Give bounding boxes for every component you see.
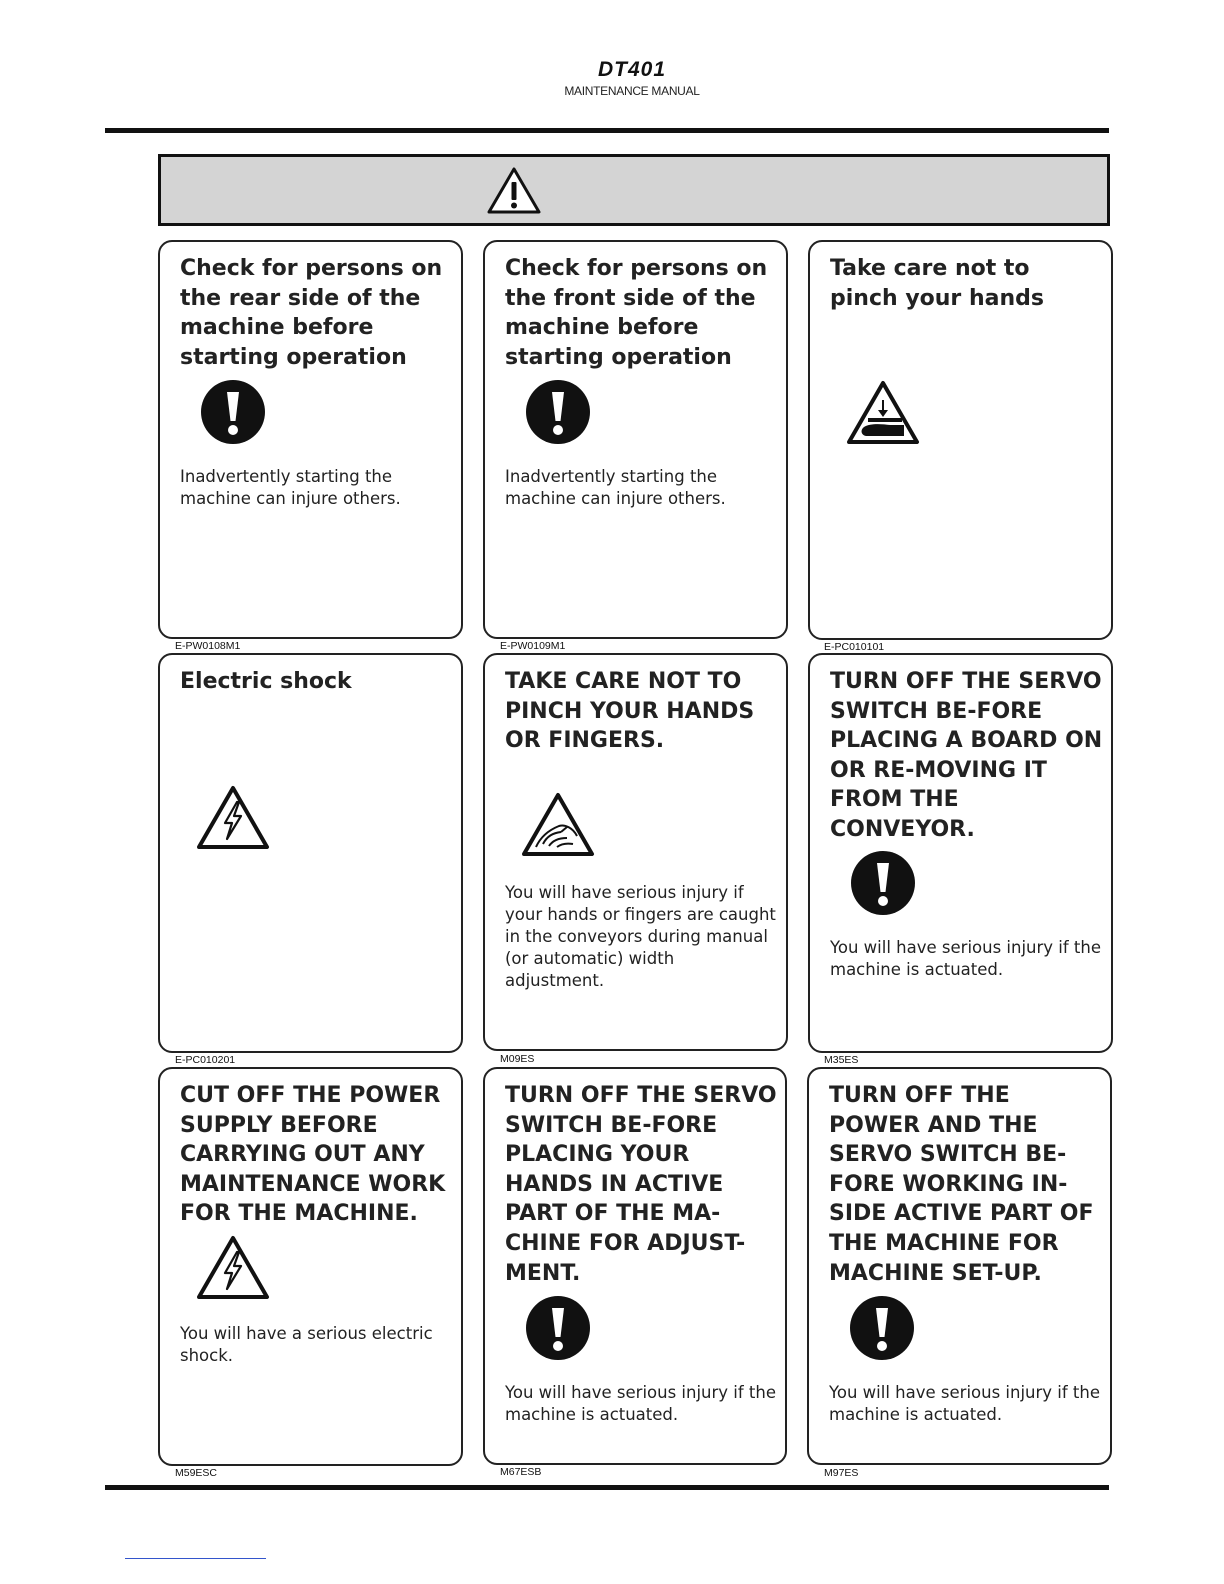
hand-pinch-warning-icon xyxy=(521,792,595,858)
safety-label-card xyxy=(808,240,1113,640)
label-code: E-PW0108M1 xyxy=(175,640,241,652)
safety-label-title: TURN OFF THE SERVO SWITCH BE-FORE PLACING A BOARD ON OR RE-MOVING IT FROM THE CONVEYOR. xyxy=(830,669,1103,842)
label-code: M67ESB xyxy=(500,1466,542,1478)
warning-banner xyxy=(158,154,1110,226)
label-code: M09ES xyxy=(500,1053,535,1065)
safety-label-text: You will have serious injury if the machine is actuated. xyxy=(829,1383,1101,1425)
safety-label-card xyxy=(158,240,463,639)
safety-label-card xyxy=(158,1067,463,1466)
mandatory-exclamation-icon xyxy=(850,1296,914,1360)
label-code: M59ESC xyxy=(175,1467,218,1479)
safety-label-card xyxy=(807,1067,1112,1465)
safety-label-title: TAKE CARE NOT TO PINCH YOUR HANDS OR FINGERS. xyxy=(505,669,755,754)
safety-label-card xyxy=(483,653,788,1051)
safety-label-title: Check for persons on the front side of the machine before starting operation xyxy=(505,256,768,371)
safety-label-card xyxy=(808,653,1113,1053)
header-divider xyxy=(105,128,1109,133)
safety-label-text: Inadvertently starting the machine can injure others. xyxy=(180,466,401,508)
electric-shock-warning-icon xyxy=(196,1235,270,1301)
safety-label-card xyxy=(483,1067,787,1465)
safety-label-card xyxy=(158,653,463,1053)
label-code: M35ES xyxy=(824,1054,859,1066)
warning-triangle-icon xyxy=(486,166,542,216)
safety-label-text: You will have a serious electric shock. xyxy=(180,1323,433,1365)
footer-divider xyxy=(105,1485,1109,1490)
safety-label-card xyxy=(483,240,788,639)
safety-label-text: Inadvertently starting the machine can injure others. xyxy=(505,466,726,508)
manual-model-title: DT401 xyxy=(597,58,667,81)
footer-link-underline xyxy=(125,1558,266,1559)
label-code: E-PC010101 xyxy=(824,641,885,653)
safety-label-title: CUT OFF THE POWER SUPPLY BEFORE CARRYING OUT ANY MAINTENANCE WORK FOR THE MACHINE. xyxy=(180,1083,446,1227)
safety-label-title: TURN OFF THE SERVO SWITCH BE-FORE PLACING YOUR HANDS IN ACTIVE PART OF THE MA-CHINE FOR ADJUST-MENT. xyxy=(505,1083,777,1286)
safety-label-title: Electric shock xyxy=(180,669,352,694)
hand-crush-warning-icon xyxy=(846,380,920,446)
label-code: M97ES xyxy=(824,1467,859,1479)
label-code: E-PW0109M1 xyxy=(500,640,566,652)
safety-label-text: You will have serious injury if your hands or fingers are caught in the conveyors during manual (or automatic) width adjustment. xyxy=(505,882,776,990)
mandatory-exclamation-icon xyxy=(201,380,265,444)
safety-label-title: Check for persons on the rear side of the machine before starting operation xyxy=(180,256,443,371)
safety-label-title: Take care not to pinch your hands xyxy=(830,256,1044,311)
safety-label-text: You will have serious injury if the machine is actuated. xyxy=(505,1383,777,1425)
electric-shock-warning-icon xyxy=(196,785,270,851)
mandatory-exclamation-icon xyxy=(526,1296,590,1360)
label-code: E-PC010201 xyxy=(175,1054,236,1066)
mandatory-exclamation-icon xyxy=(526,380,590,444)
safety-label-text: You will have serious injury if the machine is actuated. xyxy=(830,937,1102,979)
safety-label-title: TURN OFF THE POWER AND THE SERVO SWITCH BE-FORE WORKING IN-SIDE ACTIVE PART OF THE MACHINE FOR MACHINE SET-UP. xyxy=(829,1083,1094,1286)
manual-subtitle: MAINTENANCE MANUAL xyxy=(564,84,700,98)
mandatory-exclamation-icon xyxy=(851,851,915,915)
